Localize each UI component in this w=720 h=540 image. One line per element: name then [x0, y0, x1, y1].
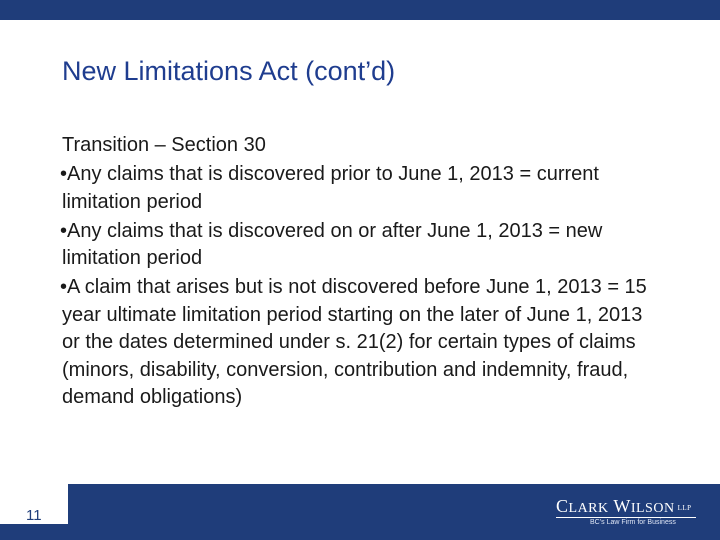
logo-letter: C [556, 496, 569, 516]
footer-divider [66, 484, 68, 524]
logo-rule [556, 517, 696, 518]
logo-wordmark [556, 496, 692, 517]
slide-body [62, 132, 662, 413]
logo-letters: ILSON [630, 501, 675, 516]
bullet-item: •A claim that arises but is not discovered before June 1, 2013 = 15 year ultimate limitation period starting on the later of June 1, 2013 or the dates determined under s. 21(2) for certain types of claims (minors, disability, conversion, contribution and indemnity, fraud, demand obligations) [60, 276, 647, 408]
logo-letters: LARK [568, 501, 609, 516]
section-subheading: Transition – Section 30 [62, 134, 266, 156]
clark-wilson-logo [556, 496, 706, 530]
slide-title: New Limitations Act (cont’d) [62, 56, 396, 86]
logo-llp: LLP [677, 504, 692, 512]
header-bar [0, 0, 720, 20]
logo-letter: W [613, 496, 631, 516]
bullet-item: •Any claims that is discovered on or after June 1, 2013 = new limitation period [60, 219, 603, 269]
bullet-item: •Any claims that is discovered prior to June 1, 2013 = current limitation period [60, 163, 599, 213]
logo-tagline: BC’s Law Firm for Business [590, 519, 676, 526]
page-number: 11 [26, 507, 42, 524]
